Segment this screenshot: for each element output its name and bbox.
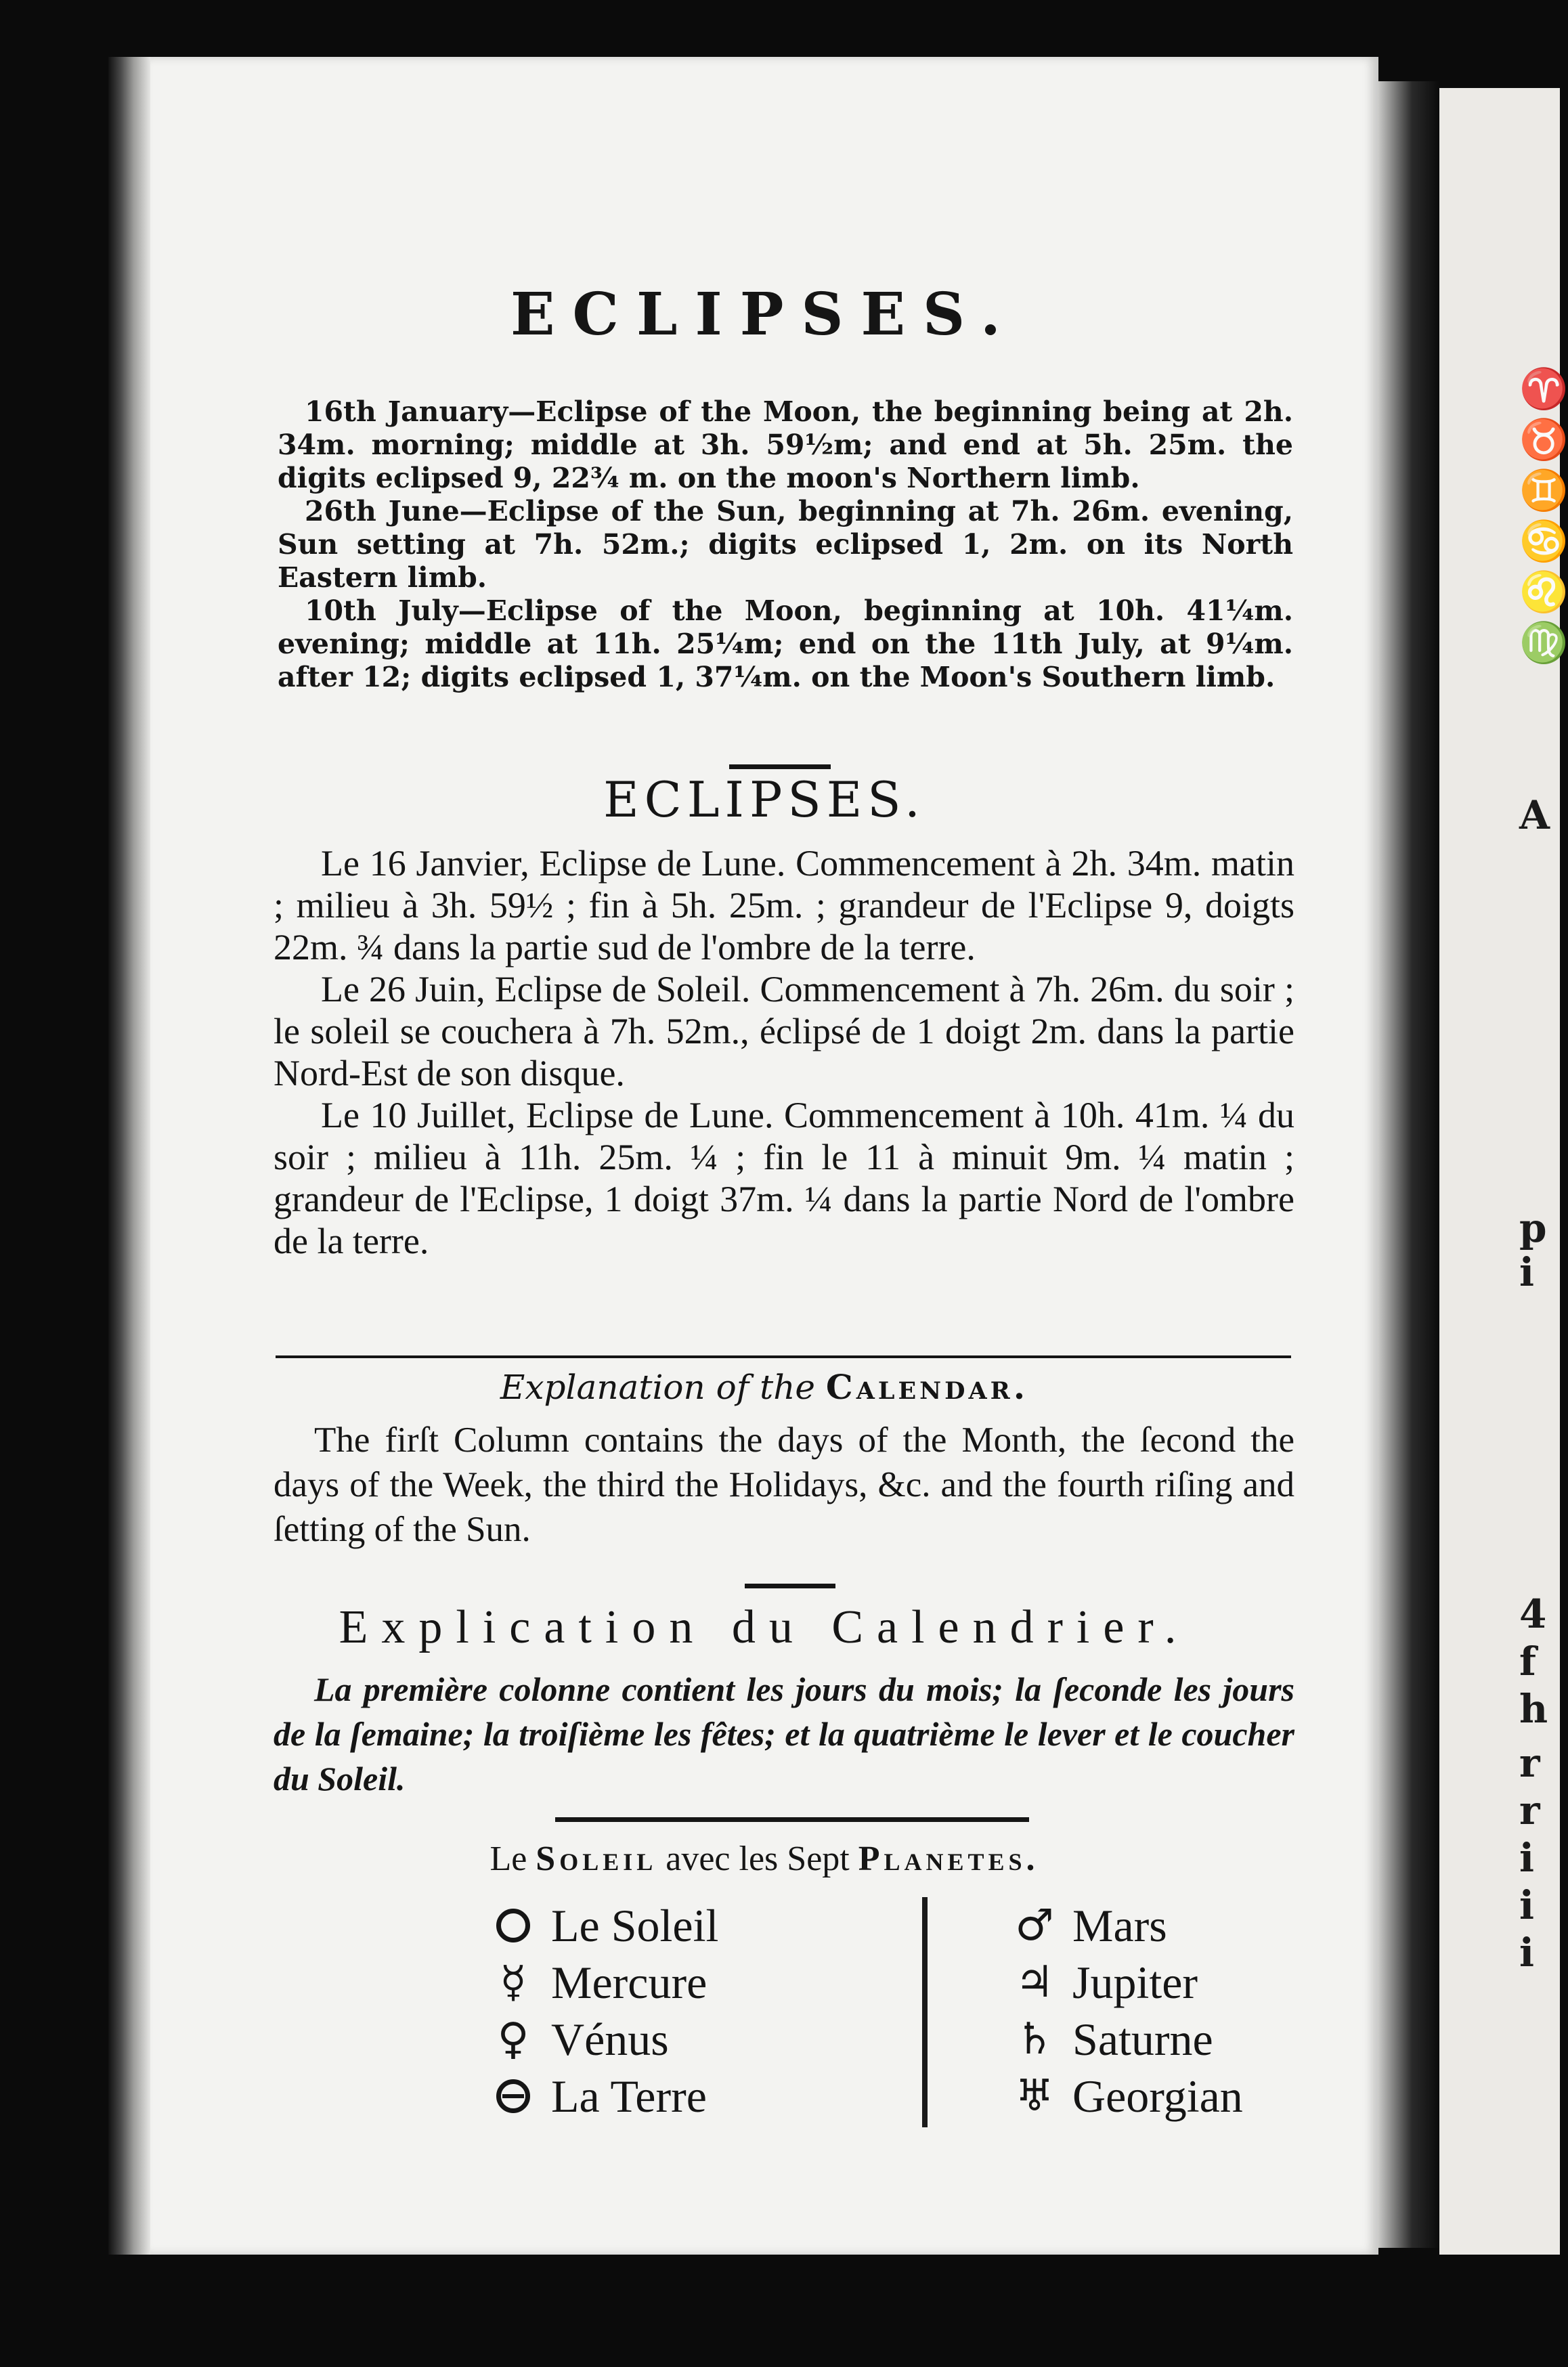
planet-row xyxy=(475,2068,707,2125)
eclipse-juillet-fr: Le 10 Juillet, Eclipse de Lune. Commencement à 10h. 41m. ¼ du soir ; milieu à 11h. 25m. ¼ ; fin le 11 à minuit 9m. ¼ matin ; grandeur de l'Eclipse, 1 doigt 37m. ¼ dans la partie Nord de l'ombre de la terre. xyxy=(274,1095,1294,1261)
planet-row xyxy=(475,2011,669,2068)
planets-heading-planetes: Planetes. xyxy=(858,1840,1039,1878)
calendrier-paragraph: La première colonne contient les jours du mois; la ſeconde les jours de la ſemaine; la troiſième les fêtes; et la quatrième le lever et le coucher du Soleil. xyxy=(274,1670,1294,1798)
eclipse-janvier-fr: Le 16 Janvier, Eclipse de Lune. Commencement à 2h. 34m. matin ; milieu à 3h. 59½ ; fin à 5h. 25m. ; grandeur de l'Eclipse 9, doigts 22m. ¾ dans la partie sud de l'ombre de la terre. xyxy=(274,843,1294,968)
planet-name: La Terre xyxy=(551,2070,707,2122)
next-page-glyph: p xyxy=(1519,1205,1547,1251)
planets-heading-soleil: Soleil xyxy=(536,1840,657,1878)
next-page-glyph: A xyxy=(1519,792,1550,838)
book-page xyxy=(150,57,1378,2255)
explanation-heading xyxy=(150,1367,1378,1407)
page-edge-shadow xyxy=(1378,81,1439,2248)
planets-heading xyxy=(150,1839,1378,1879)
planets-divider xyxy=(555,1817,1029,1822)
planet-name: Georgian xyxy=(1072,2070,1243,2122)
eclipse-july-en: 10th July—Eclipse of the Moon, beginning at 10h. 41¼m. evening; middle at 11h. 25¼m; end on the 11th July, at 9¼m. after 12; digits eclipsed 1, 37¼m. on the Moon's Southern limb. xyxy=(278,594,1293,693)
eclipse-june-en: 26th June—Eclipse of the Sun, beginning at 7h. 26m. evening, Sun setting at 7h. 52m.; digits eclipsed 1, 2m. on its North Eastern limb. xyxy=(278,495,1293,594)
eclipse-juin-fr: Le 26 Juin, Eclipse de Soleil. Commencement à 7h. 26m. du soir ; le soleil se couchera à 7h. 52m., éclipsé de 1 doigt 2m. dans la partie Nord-Est de son disque. xyxy=(274,969,1294,1093)
next-page-glyph: h xyxy=(1519,1686,1548,1732)
french-eclipses-text xyxy=(274,842,1294,1262)
next-page-glyph: ♈ xyxy=(1519,366,1568,412)
adjacent-page xyxy=(1439,88,1568,2255)
next-page-glyph: i xyxy=(1519,1249,1535,1295)
next-page-glyph: ♌ xyxy=(1519,569,1568,615)
explanation-heading-italic: Explanation of the xyxy=(500,1368,816,1407)
next-page-glyph: r xyxy=(1519,1787,1540,1833)
explanation-paragraph: The firſt Column contains the days of the Month, the ſecond the days of the Week, the third the Holidays, &c. and the fourth riſing and ſetting of the Sun. xyxy=(274,1420,1294,1549)
mercury-icon: ☿ xyxy=(500,1957,527,2007)
explication-divider xyxy=(745,1584,835,1588)
next-page-glyph: i xyxy=(1519,1882,1535,1928)
venus-icon: ♀ xyxy=(497,2014,529,2064)
next-page-glyph: 4 xyxy=(1519,1591,1547,1637)
jupiter-icon: ♃ xyxy=(1015,1957,1054,2007)
planets-table xyxy=(475,1897,1301,2127)
planet-row xyxy=(997,1954,1198,2011)
planet-row xyxy=(997,2068,1243,2125)
section-divider xyxy=(729,764,831,769)
calendrier-title: Explication du Calendrier. xyxy=(339,1601,1190,1653)
planets-heading-part1: Le xyxy=(489,1840,527,1878)
next-page-glyph: i xyxy=(1519,1835,1535,1881)
next-page-glyph: ♍ xyxy=(1519,620,1568,666)
planet-name: Mars xyxy=(1072,1899,1167,1951)
next-page-glyph: ♊ xyxy=(1519,467,1568,513)
planet-row xyxy=(475,1954,707,2011)
planet-row xyxy=(997,2011,1213,2068)
next-page-glyph: f xyxy=(1519,1638,1536,1685)
uranus-icon: ♅ xyxy=(1015,2071,1054,2121)
eclipses-title-french: ECLIPSES. xyxy=(603,771,925,828)
planet-name: Jupiter xyxy=(1072,1956,1198,2008)
explanation-text xyxy=(274,1418,1294,1552)
next-page-glyph: ♉ xyxy=(1519,416,1568,462)
planet-name: Mercure xyxy=(551,1956,707,2008)
calendrier-text xyxy=(274,1667,1294,1801)
mars-icon: ♂ xyxy=(1015,1901,1054,1951)
next-page-glyph: r xyxy=(1519,1740,1540,1786)
planet-row xyxy=(997,1897,1167,1954)
planet-name: Le Soleil xyxy=(551,1899,719,1951)
next-page-glyph: ♋ xyxy=(1519,518,1568,564)
planet-row xyxy=(475,1897,718,1954)
book-binding xyxy=(108,57,150,2255)
planets-column-divider xyxy=(922,1897,928,2127)
planets-heading-part2: avec les Sept xyxy=(666,1840,850,1878)
earth-icon xyxy=(475,2079,551,2113)
saturn-icon: ♄ xyxy=(1015,2014,1054,2064)
next-page-glyph: i xyxy=(1519,1930,1535,1976)
sun-icon xyxy=(475,1909,551,1942)
planet-name: Vénus xyxy=(551,2013,669,2065)
explanation-heading-caps: Calendar. xyxy=(825,1367,1029,1407)
eclipse-january-en: 16th January—Eclipse of the Moon, the beginning being at 2h. 34m. morning; middle at 3h. 59½m; and end at 5h. 25m. the digits eclipsed 9, 22¾ m. on the moon's Northern limb. xyxy=(278,395,1293,494)
calendar-divider xyxy=(276,1355,1291,1358)
english-eclipses-text xyxy=(278,395,1293,694)
eclipses-title-english: ECLIPSES. xyxy=(510,280,1018,349)
planet-name: Saturne xyxy=(1072,2013,1213,2065)
